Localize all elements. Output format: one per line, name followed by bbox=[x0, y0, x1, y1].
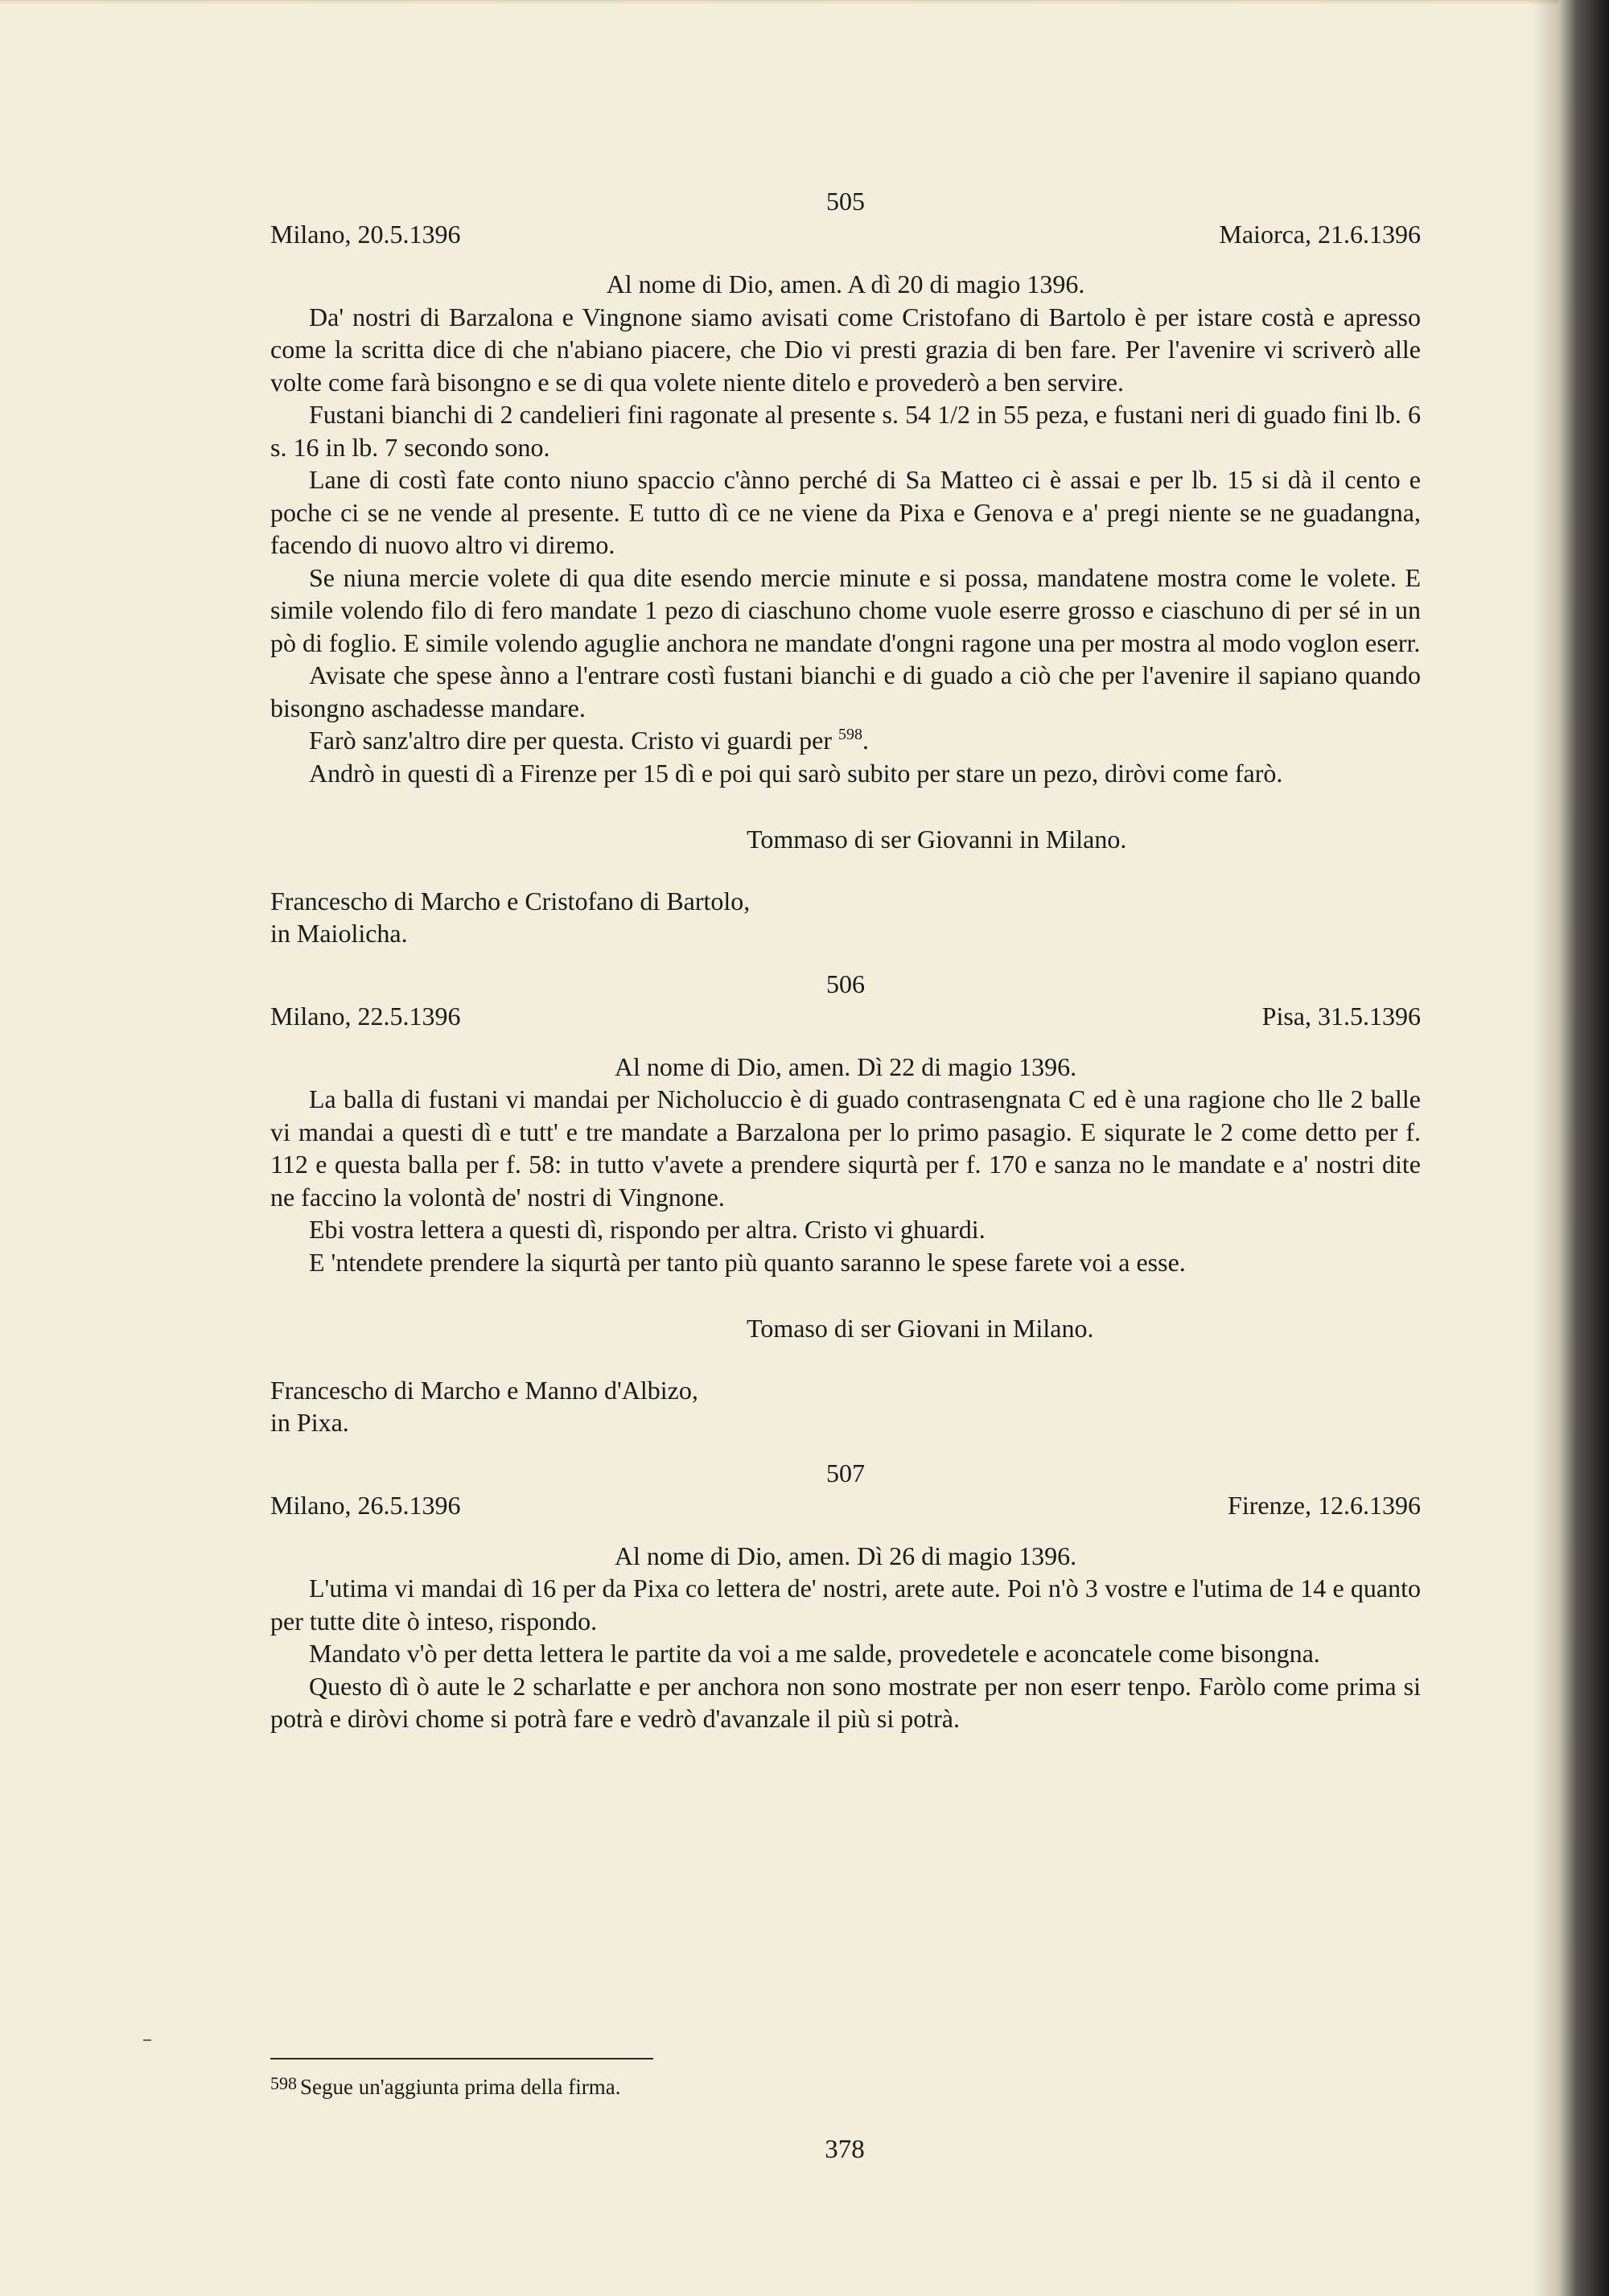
footnote-divider bbox=[270, 2058, 653, 2059]
margin-mark bbox=[143, 2039, 151, 2041]
footnote-text: Segue un'aggiunta prima della firma. bbox=[300, 2075, 621, 2099]
letter-origin: Milano, 20.5.1396 bbox=[270, 219, 461, 249]
letter-paragraph: Da' nostri di Barzalona e Vingnone siamo avisati come Cristofano di Bartolo è per istare costà e apresso come la scritta dice di che n'abiano piacere, che Dio vi presti grazia di ben fare. Per l'avenire vi scriverò alle volte come farà bisongno e se di qua volete niente ditelo e provederò a ben servire. bbox=[270, 302, 1421, 397]
letter-paragraph: L'utima vi mandai dì 16 per da Pixa co lettera de' nostri, arete aute. Poi n'ò 3 vostre e l'utima de 14 e quanto per tutte dite ò inteso, rispondo. bbox=[270, 1574, 1421, 1636]
letter-header bbox=[270, 1000, 1421, 1033]
letter-507 bbox=[270, 1457, 1421, 1735]
letter-paragraph: Se niuna mercie volete di qua dite esendo mercie minute e si possa, mandatene mostra come le volete. E simile volendo filo di fero mandate 1 pezo di ciaschuno chome vuole eserre grosso e ciaschuno di per sé in un pò di foglio. E simile volendo aguglie anchora ne mandate d'ongni ragone una per mostra al modo voglon eserr. bbox=[270, 562, 1421, 657]
letter-paragraph: Ebi vostra lettera a questi dì, rispondo per altra. Cristo vi ghuardi. bbox=[309, 1215, 986, 1244]
letter-paragraph: Fustani bianchi di 2 candelieri fini ragonate al presente s. 54 1/2 in 55 peza, e fustani neri di guado fini lb. 6 s. 16 in lb. 7 secondo sono. bbox=[270, 400, 1421, 462]
letter-506 bbox=[270, 968, 1421, 1439]
footnote-reference: 598 bbox=[838, 726, 863, 743]
page-top-edge bbox=[0, 0, 1559, 5]
letter-paragraph: Andrò in questi dì a Firenze per 15 dì e poi qui sarò subito per stare un pezo, diròvi come farò. bbox=[309, 758, 1283, 788]
letter-header bbox=[270, 218, 1421, 251]
letter-paragraph: La balla di fustani vi mandai per Nicholuccio è di guado contrasengnata C ed è una ragione cho lle 2 balle vi mandai a questi dì e tutt' e tre mandate a Barzalona per lo primo pasagio. E siqurate le 2 come detto per f. 112 e questa balla per f. 58: in tutto v'avete a prendere siqurtà per f. 170 e sanza no le mandate e a' nostri dite ne faccino la volontà de' nostri di Vingnone. bbox=[270, 1084, 1421, 1212]
page-body bbox=[270, 185, 1421, 1735]
page-gutter-shadow bbox=[1533, 0, 1559, 2296]
book-binding-edge bbox=[1559, 0, 1609, 2296]
letter-paragraph: Avisate che spese ànno a l'entrare costì fustani bianchi e di guado a ciò che per l'avenire il sapiano quando bisongno aschadesse mandare. bbox=[270, 660, 1421, 722]
letter-header bbox=[270, 1489, 1421, 1522]
letter-address-line: in Pixa. bbox=[270, 1408, 349, 1437]
letter-address-line: Franceschо di Marcho e Cristofano di Bartolo, bbox=[270, 886, 751, 916]
letter-paragraph: Questo dì ò aute le 2 scharlatte e per anchora non sono mostrate per non eserr tenpo. Faròlo come prima si potrà e diròvi chome si potrà fare e vedrò d'avanzale il più si potrà. bbox=[270, 1671, 1421, 1733]
letter-paragraph: Lane di costì fate conto niuno spaccio c'ànno perché di Sa Matteo ci è assai e per lb. 15 si dà il cento e poche ci se ne vende al presente. E tutto dì ce ne viene da Pixa e Genova e a' pregi niente se ne guadangna, facendo di nuovo altro vi diremo. bbox=[270, 465, 1421, 559]
letter-paragraph-with-note: Farò sanz'altro dire per questa. Cristo vi guardi per $^{598}$. bbox=[309, 726, 870, 755]
letter-505 bbox=[270, 185, 1421, 950]
letter-paragraph: Mandato v'ò per detta lettera le partite da voi a me salde, provedetele e aconcatele come bisongna. bbox=[309, 1639, 1320, 1668]
letter-opening: Al nome di Dio, amen. Dì 22 di magio 1396. bbox=[614, 1051, 1077, 1081]
letter-address-line: Franceschо di Marcho e Manno d'Albizo, bbox=[270, 1375, 698, 1405]
page-number: 378 bbox=[825, 2135, 865, 2164]
letter-destination: Pisa, 31.5.1396 bbox=[1261, 1002, 1421, 1031]
footnote-number: 598 bbox=[270, 2073, 297, 2093]
letter-paragraph-text: Farò sanz'altro dire per questa. Cristo vi guardi per bbox=[309, 726, 833, 755]
letter-origin: Milano, 26.5.1396 bbox=[270, 1491, 461, 1520]
letter-signature: Tommaso di ser Giovanni in Milano. bbox=[747, 825, 1127, 854]
letter-number: 507 bbox=[826, 1458, 865, 1487]
letter-number: 505 bbox=[826, 187, 865, 216]
footnote bbox=[270, 2072, 1075, 2101]
letter-opening: Al nome di Dio, amen. Dì 26 di magio 1396. bbox=[614, 1541, 1077, 1570]
letter-destination: Maiorca, 21.6.1396 bbox=[1219, 219, 1421, 249]
letter-address-line: in Maiolicha. bbox=[270, 919, 408, 948]
letter-opening: Al nome di Dio, amen. A dì 20 di magio 1396. bbox=[606, 270, 1085, 298]
letter-number: 506 bbox=[826, 969, 865, 998]
letter-destination: Firenze, 12.6.1396 bbox=[1228, 1491, 1421, 1520]
letter-origin: Milano, 22.5.1396 bbox=[270, 1002, 461, 1031]
letter-signature: Tomaso di ser Giovani in Milano. bbox=[747, 1314, 1094, 1343]
letter-paragraph: E 'ntendete prendere la siqurtà per tanto più quanto saranno le spese farete voi a esse. bbox=[309, 1247, 1186, 1277]
